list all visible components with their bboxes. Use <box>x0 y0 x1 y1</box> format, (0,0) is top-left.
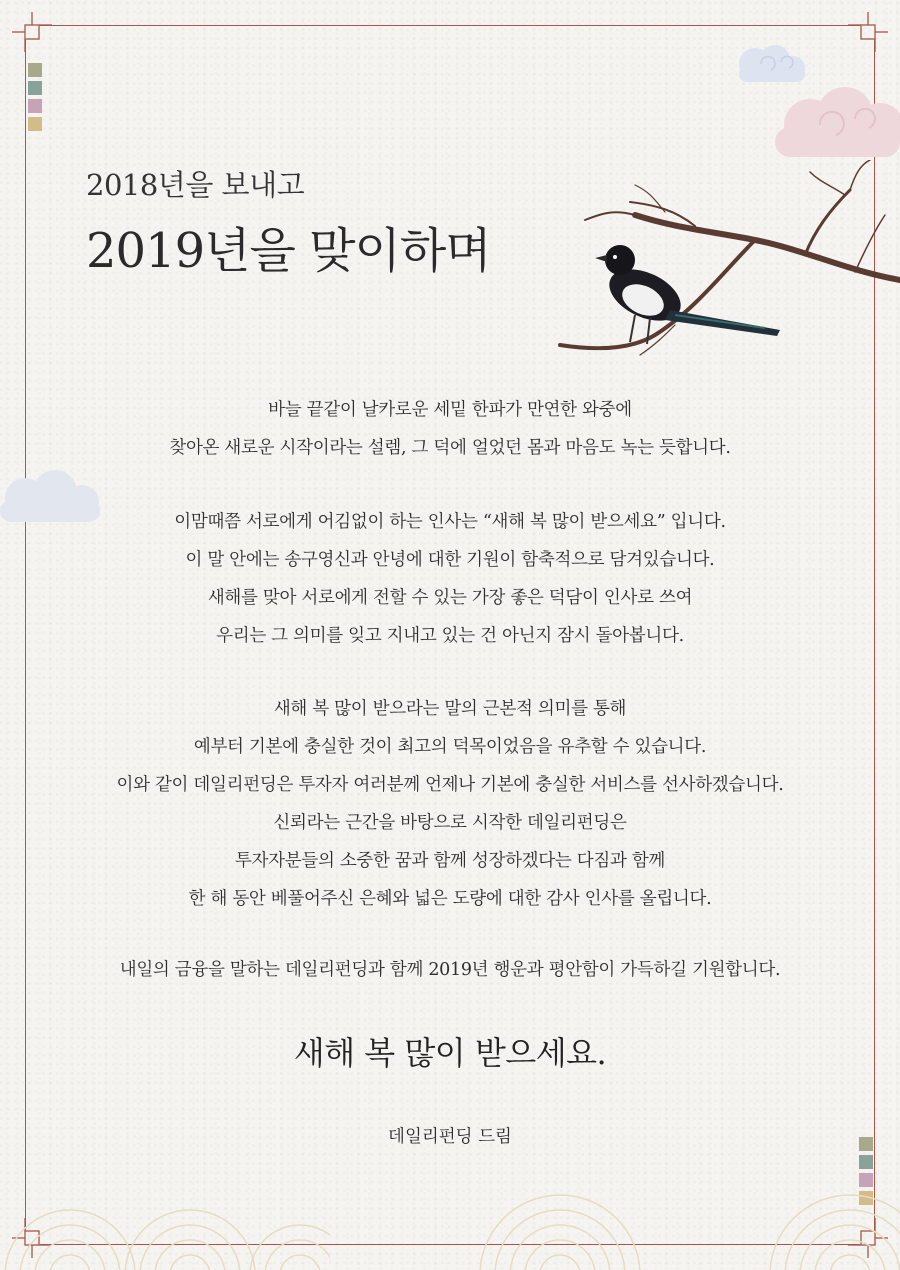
paragraph-2 <box>0 503 900 655</box>
paragraph-1 <box>0 391 900 467</box>
swatch-olive <box>28 63 42 77</box>
paragraph-line: 바늘 끝같이 날카로운 세밑 한파가 만연한 와중에 <box>268 400 632 420</box>
paragraph-line: 이와 같이 데일리펀딩은 투자자 여러분께 언제나 기본에 충실한 서비스를 선사하겠습니다. <box>116 775 784 795</box>
swatch-mauve <box>28 99 42 113</box>
wave-pattern-bottom-right <box>740 1180 900 1270</box>
paragraph-3 <box>0 690 900 918</box>
paragraph-line: 예부터 기본에 충실한 것이 최고의 덕목이었음을 유추할 수 있습니다. <box>193 737 707 757</box>
swatch-sage <box>28 81 42 95</box>
paragraph-line: 새해를 맞아 서로에게 전할 수 있는 가장 좋은 덕담이 인사로 쓰여 <box>207 588 693 608</box>
paragraph-line: 한 해 동안 베풀어주신 은혜와 넓은 도량에 대한 감사 인사를 올립니다. <box>188 889 712 909</box>
paragraph-line: 투자자분들의 소중한 꿈과 함께 성장하겠다는 다짐과 함께 <box>234 851 666 871</box>
heading-subtitle: 2018년을 보내고 <box>86 168 305 202</box>
paragraph-line: 내일의 금융을 말하는 데일리펀딩과 함께 2019년 행운과 평안함이 가득하길 기원합니다. <box>119 960 781 980</box>
frame-top-border <box>40 25 860 26</box>
corner-ornament-top-left <box>12 12 52 52</box>
wave-pattern-bottom-left <box>0 1180 330 1270</box>
new-year-greeting: 새해 복 많이 받으세요. <box>293 1034 607 1072</box>
paragraph-line: 이 말 안에는 송구영신과 안녕에 대한 기원이 함축적으로 담겨있습니다. <box>185 550 715 570</box>
paragraph-4 <box>0 951 900 989</box>
paragraph-line: 신뢰라는 근간을 바탕으로 시작한 데일리펀딩은 <box>273 813 627 833</box>
signature: 데일리펀딩 드림 <box>388 1127 512 1147</box>
heading-title: 2019년을 맞이하며 <box>86 223 491 279</box>
paragraph-line: 새해 복 많이 받으라는 말의 근본적 의미를 통해 <box>273 699 627 719</box>
paragraph-line: 이맘때쯤 서로에게 어김없이 하는 인사는 “새해 복 많이 받으세요” 입니다. <box>174 512 726 532</box>
wave-pattern-bottom-center <box>460 1180 660 1270</box>
paragraph-line: 찾아온 새로운 시작이라는 설렘, 그 덕에 얼었던 몸과 마음도 녹는 듯합니다. <box>169 438 731 458</box>
swatch-sage <box>859 1155 873 1169</box>
paragraph-line: 우리는 그 의미를 잊고 지내고 있는 건 아닌지 잠시 돌아봅니다. <box>216 626 684 646</box>
color-swatches-top-left <box>28 63 42 135</box>
corner-ornament-top-right <box>848 12 888 52</box>
cloud-blue-top-icon <box>725 42 815 87</box>
swatch-gold <box>28 117 42 131</box>
cloud-pink-top-icon <box>765 85 900 165</box>
magpie-on-branch-illustration <box>555 160 900 370</box>
